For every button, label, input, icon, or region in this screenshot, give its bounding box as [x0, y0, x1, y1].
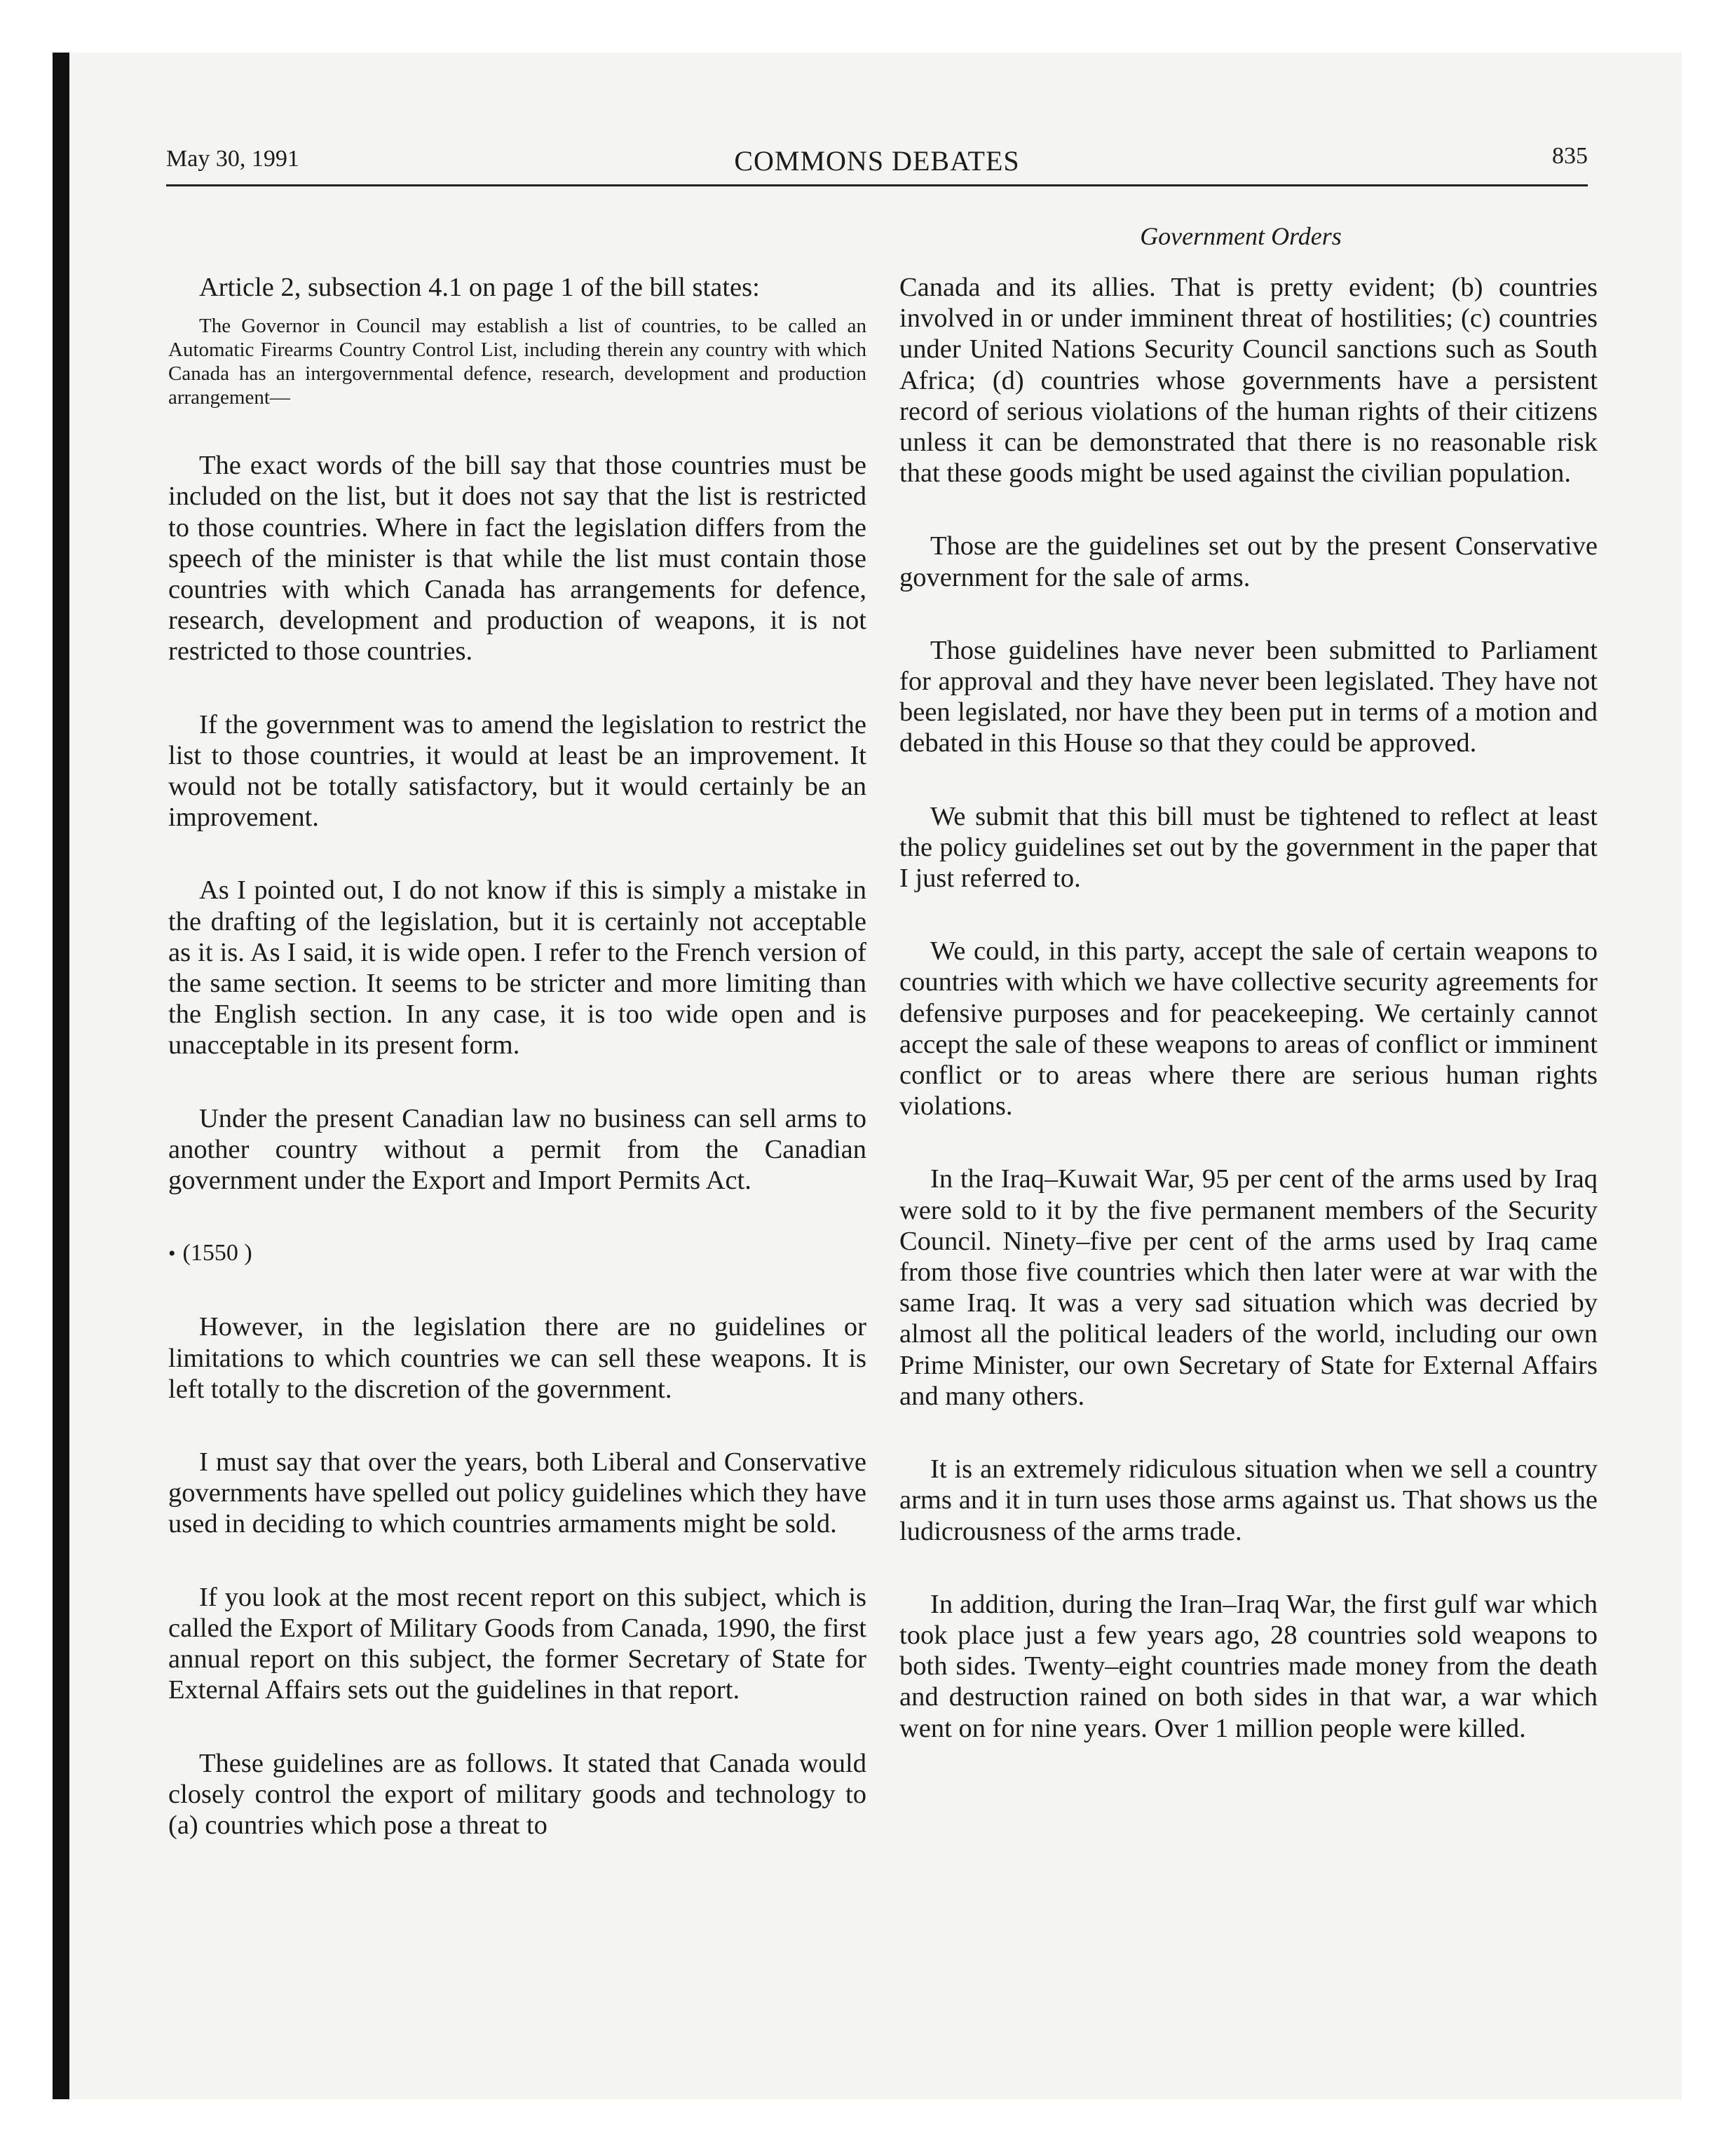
intro-paragraph: Article 2, subsection 4.1 on page 1 of the bill states:	[199, 273, 760, 302]
paragraph: If you look at the most recent report on this subject, which is called the Export of Military Goods from Canada, 1990, the first annual report on this subject, the former Secretary of State for External Affairs sets out the guidelines in that report.	[168, 1582, 866, 1705]
right-column	[899, 272, 1598, 1786]
paragraph: However, in the legislation there are no guidelines or limitations to which countries we can sell these weapons. It is left totally to the discretion of the government.	[168, 1312, 866, 1404]
header-rule	[166, 184, 1588, 186]
paragraph: These guidelines are as follows. It stated that Canada would closely control the export of military goods and technology to (a) countries which pose a threat to	[168, 1748, 866, 1840]
paragraph: In addition, during the Iran–Iraq War, the first gulf war which took place just a few years ago, 28 countries sold weapons to both sides. Twenty–eight countries made money from the death and destruction rained on both sides in that war, a war which went on for nine years. Over 1 million people were killed.	[899, 1589, 1598, 1743]
paragraph: As I pointed out, I do not know if this is simply a mistake in the drafting of the legislation, but it is certainly not acceptable as it is. As I said, it is wide open. I refer to the French version of the same section. It seems to be stricter and more limiting than the English section. In any case, it is too wide open and is unacceptable in its present form.	[168, 875, 866, 1060]
left-column	[168, 272, 866, 1883]
paragraph: Those guidelines have never been submitted to Parliament for approval and they have never been legislated. They have not been legislated, nor have they been put in terms of a motion and debated in this House so that they could be approved.	[899, 635, 1598, 758]
section-title: Government Orders	[1140, 222, 1342, 250]
timestamp: (1550 )	[182, 1240, 252, 1267]
header-date: May 30, 1991	[166, 146, 299, 172]
scan-edge-bar	[53, 53, 69, 2099]
running-header	[166, 140, 1588, 182]
paragraph: In the Iraq–Kuwait War, 95 per cent of the arms used by Iraq were sold to it by the five permanent members of the Security Council. Ninety–five per cent of the arms used by Iraq came from those five countries which then later were at war with the same Iraq. It was a very sad situation which was decried by almost all the political leaders of the world, including our own Prime Minister, our own Secretary of State for External Affairs and many others.	[899, 1164, 1598, 1411]
header-page-number: 835	[1552, 143, 1588, 169]
paragraph: We could, in this party, accept the sale of certain weapons to countries with which we have collective security agreements for defensive purposes and for peacekeeping. We certainly cannot accept the sale of these weapons to areas of conflict or imminent conflict or to areas where there are serious human rights violations.	[899, 936, 1598, 1121]
header-journal-title: COMMONS DEBATES	[734, 145, 1020, 177]
timestamp-marker	[168, 1238, 866, 1269]
paragraph: We submit that this bill must be tightened to reflect at least the policy guidelines set out by the government in the paper that I just referred to.	[899, 801, 1598, 894]
paragraph: The exact words of the bill say that those countries must be included on the list, but it does not say that the list is restricted to those countries. Where in fact the legislation differs from the speech of the minister is that while the list must contain those countries with which Canada has arrangements for defence, research, development and production of weapons, it is not restricted to those countries.	[168, 451, 866, 667]
paragraph: It is an extremely ridiculous situation when we sell a country arms and it in turn uses those arms against us. That shows us the ludicrousness of the arms trade.	[899, 1454, 1598, 1546]
paragraph: Those are the guidelines set out by the present Conservative government for the sale of arms.	[899, 531, 1598, 592]
paragraph: I must say that over the years, both Liberal and Conservative governments have spelled out policy guidelines which they have used in deciding to which countries armaments might be sold.	[168, 1447, 866, 1539]
timestamp-bullet: •	[168, 1242, 176, 1266]
paragraph: Under the present Canadian law no business can sell arms to another country without a permit from the Canadian government under the Export and Import Permits Act.	[168, 1103, 866, 1196]
paragraph-continued: Canada and its allies. That is pretty evident; (b) countries involved in or under imminent threat of hostilities; (c) countries under United Nations Security Council sanctions such as South Africa; (d) countries whose governments have a persistent record of serious violations of the human rights of their citizens unless it can be demonstrated that there is no reasonable risk that these goods might be used against the civilian population.	[899, 273, 1598, 489]
bill-quote: The Governor in Council may establish a list of countries, to be called an Automatic Firearms Country Control List, including therein any country with which Canada has an intergovernmental defence, research, development and production arrangement—	[168, 315, 866, 409]
paragraph: If the government was to amend the legislation to restrict the list to those countries, it would at least be an improvement. It would not be totally satisfactory, but it would certainly be an improvement.	[168, 709, 866, 833]
